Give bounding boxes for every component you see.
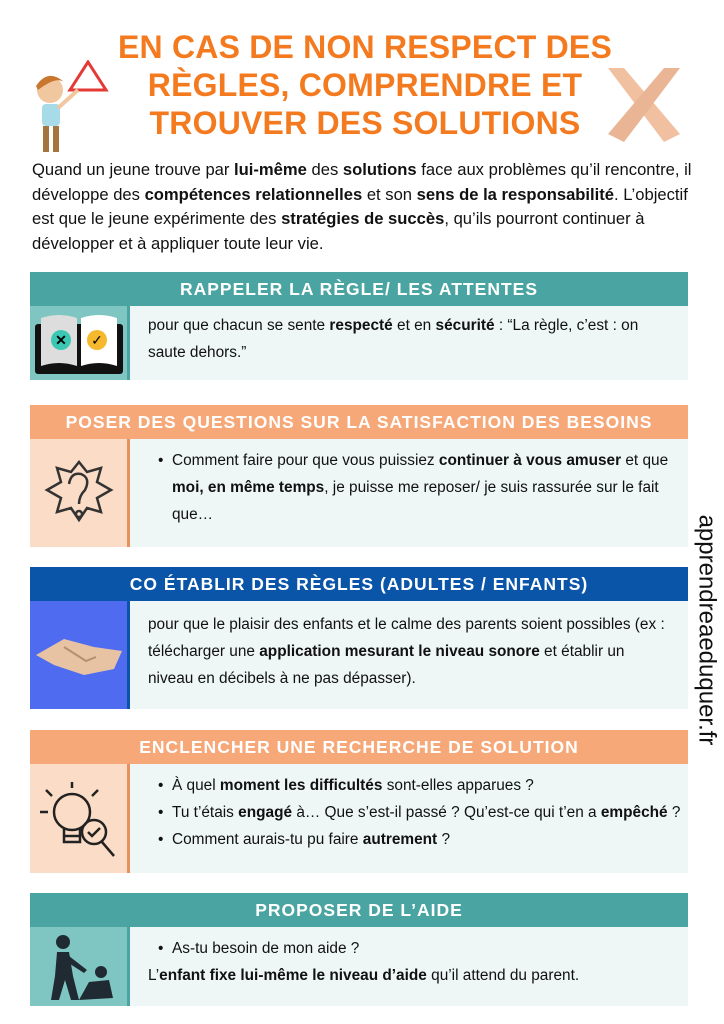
paragraph	[148, 962, 688, 989]
section-body	[30, 927, 688, 1006]
paragraph	[148, 312, 668, 366]
text: Quand un jeune trouve par	[32, 160, 235, 179]
text: Tu t’étais	[172, 804, 239, 821]
section-3	[30, 567, 688, 709]
section-text	[130, 439, 688, 547]
bold-text: autrement	[362, 831, 438, 848]
bold-text: compétences relationnelles	[144, 184, 363, 204]
child-with-sign-icon	[30, 60, 110, 160]
book-icon	[30, 306, 130, 380]
text: face aux problèmes qu’il rencontre, il développe des	[32, 160, 692, 204]
section-2	[30, 405, 688, 547]
svg-text:✕: ✕	[54, 332, 67, 348]
bold-text: continuer à vous amuser	[438, 452, 622, 469]
bullet-item	[158, 826, 688, 853]
website-watermark	[686, 500, 724, 760]
bold-text: engagé	[238, 804, 293, 821]
bold-text: moment les difficultés	[219, 777, 383, 794]
text: , je puisse me reposer/ je suis rassurée sur le fait que…	[172, 479, 659, 523]
section-body	[30, 764, 688, 873]
bullet-list	[158, 447, 688, 528]
question-icon	[30, 439, 130, 547]
lightbulb-icon	[30, 764, 130, 873]
intro-paragraph	[32, 158, 692, 256]
bold-text: enfant fixe lui-même le niveau d’aide	[159, 967, 427, 984]
helping-hand-icon	[30, 927, 130, 1006]
text: À quel	[172, 777, 220, 794]
title-line: EN CAS DE NON RESPECT DES	[118, 29, 612, 65]
bold-text: respecté	[329, 317, 393, 334]
bullet-item	[158, 935, 688, 962]
bold-text: solutions	[342, 160, 417, 179]
website-text: apprendreaeduquer.fr	[693, 514, 721, 746]
bold-text: moi, en même temps	[172, 479, 325, 496]
bold-text: empêché	[600, 804, 668, 821]
section-heading: CO ÉTABLIR DES RÈGLES (ADULTES / ENFANTS)	[30, 567, 688, 601]
text: L’	[148, 967, 160, 984]
text: pour que le plaisir des enfants et le calme des parents soient possibles (ex : télécharger une	[148, 616, 665, 660]
text: pour que chacun se sente	[148, 317, 330, 334]
handshake-icon	[30, 601, 130, 709]
section-heading: ENCLENCHER UNE RECHERCHE DE SOLUTION	[30, 730, 688, 764]
text: Comment faire pour que vous puissiez	[172, 452, 439, 469]
text: qu’il attend du parent.	[426, 967, 580, 984]
bullet-list	[158, 772, 688, 853]
bold-text: lui-même	[234, 160, 307, 179]
text: et son	[362, 184, 417, 204]
text: et en	[392, 317, 436, 334]
section-1	[30, 272, 688, 380]
bold-text: sens de la responsabilité	[416, 184, 615, 204]
bullet-list	[158, 935, 688, 962]
bullet-item	[158, 799, 688, 826]
text: et que	[621, 452, 669, 469]
page-title	[100, 28, 630, 142]
title-line: RÈGLES, COMPRENDRE ET	[147, 67, 583, 103]
text: à… Que s’est-il passé ? Qu’est-ce qui t’en a	[292, 804, 601, 821]
section-body	[30, 439, 688, 547]
text: ?	[437, 831, 451, 848]
svg-text:✓: ✓	[90, 332, 103, 348]
section-text	[130, 306, 688, 380]
text: des	[306, 160, 343, 179]
bold-text: stratégies de succès	[281, 209, 445, 228]
section-text	[130, 601, 688, 709]
section-5	[30, 893, 688, 1006]
section-heading: RAPPELER LA RÈGLE/ LES ATTENTES	[30, 272, 688, 306]
title-line: TROUVER DES SOLUTIONS	[149, 105, 581, 141]
text: As-tu besoin de mon aide ?	[172, 940, 360, 957]
bold-text: application mesurant le niveau sonore	[259, 643, 540, 660]
section-body	[30, 306, 688, 380]
paragraph	[148, 611, 668, 692]
text: et établir un niveau en décibels à ne pas dépasser).	[148, 643, 625, 687]
section-heading: PROPOSER DE L’AIDE	[30, 893, 688, 927]
section-text	[130, 927, 688, 1006]
section-heading: POSER DES QUESTIONS SUR LA SATISFACTION DES BESOINS	[30, 405, 688, 439]
text: ?	[667, 804, 681, 821]
bullet-item	[158, 447, 688, 528]
text: Comment aurais-tu pu faire	[172, 831, 363, 848]
text: . L’objectif est que le jeune expérimente des	[32, 184, 688, 228]
text: , qu’ils pourront continuer à développer et à appliquer toute leur vie.	[32, 209, 645, 253]
bold-text: sécurité	[435, 317, 495, 334]
bullet-item	[158, 772, 688, 799]
section-text	[130, 764, 688, 873]
text: : “La règle, c’est : on saute dehors.”	[148, 317, 639, 361]
section-4	[30, 730, 688, 873]
section-body	[30, 601, 688, 709]
crossed-arms-icon	[604, 64, 684, 144]
text: sont-elles apparues ?	[382, 777, 534, 794]
